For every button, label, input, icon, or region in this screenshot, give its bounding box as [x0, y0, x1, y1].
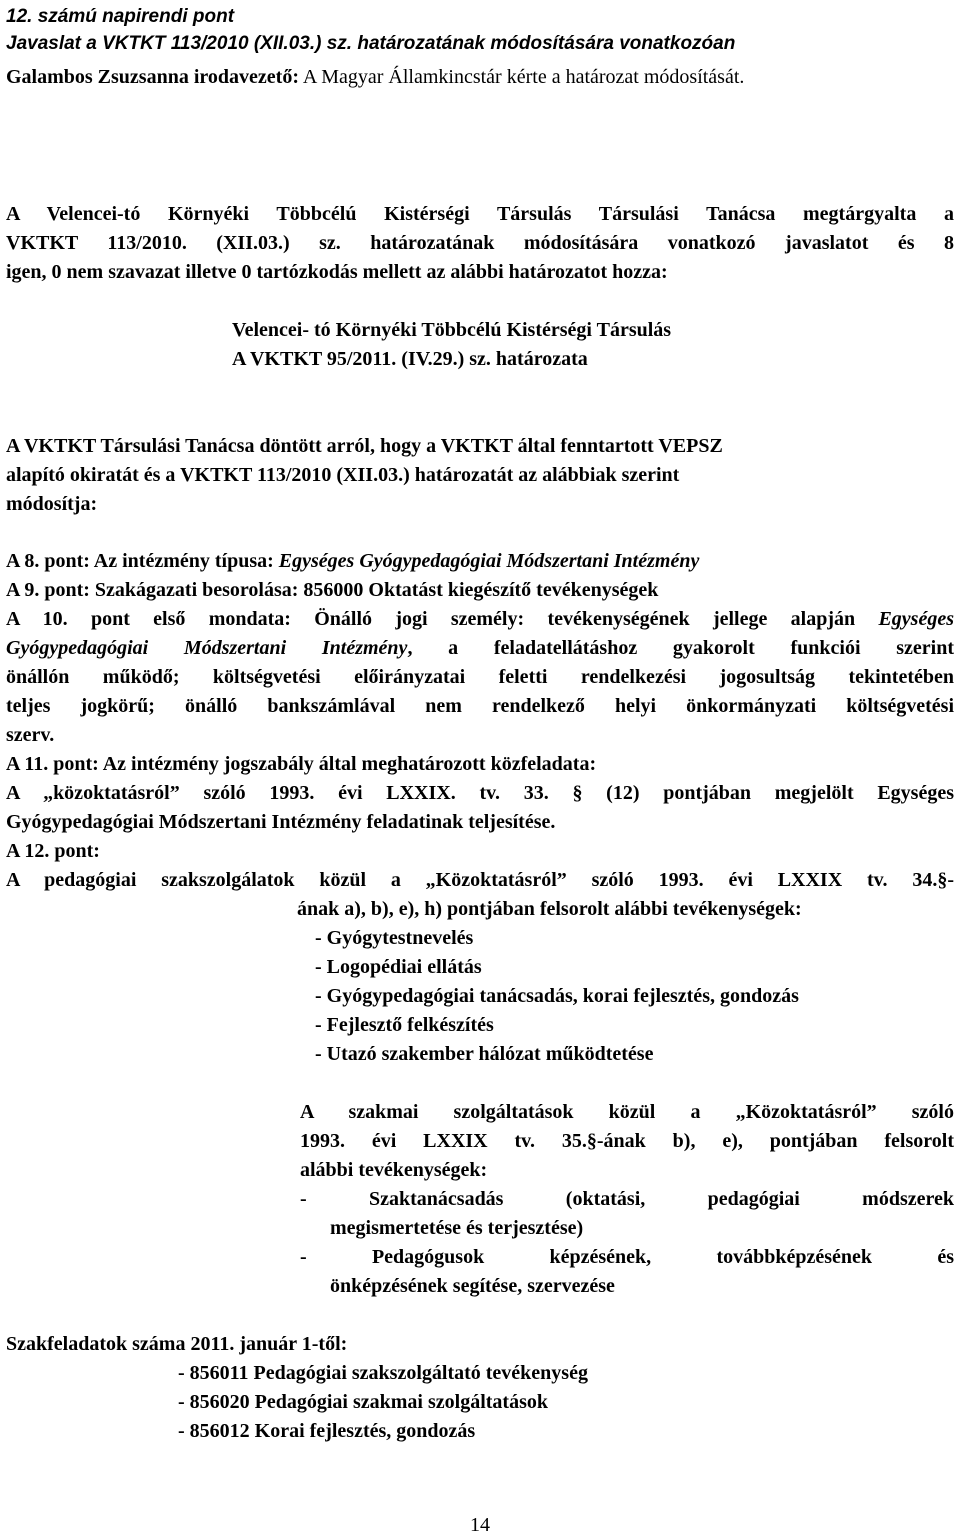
activity-item: - Fejlesztő felkészítés: [315, 1014, 494, 1036]
speaker-name: Galambos Zsuzsanna irodavezető:: [6, 66, 299, 88]
point-10-line-3: önállón működő; költségvetési előirányzatai feletti rendelkezési jogosultság tekintetében: [6, 666, 954, 688]
task-item: - 856012 Korai fejlesztés, gondozás: [178, 1420, 476, 1442]
point-8-value: Egységes Gyógypedagógiai Módszertani Intézmény: [278, 550, 700, 572]
intro-line-1: A Velencei-tó Környéki Többcélú Kistérségi Társulás Társulási Tanácsa megtárgyalta a: [6, 203, 954, 225]
point-10-line-4: teljes jogkörű; önálló bankszámlával nem rendelkező helyi önkormányzati költségvetési: [6, 695, 954, 717]
agenda-item-title: Javaslat a VKTKT 113/2010 (XII.03.) sz. határozatának módosítására vonatkozóan: [6, 33, 736, 54]
point-11-line-1: A 11. pont: Az intézmény jogszabály által meghatározott közfeladata:: [6, 753, 597, 775]
point-10-line-2: [6, 634, 954, 663]
page-number: 14: [470, 1514, 490, 1536]
activity-item: - Utazó szakember hálózat működtetése: [315, 1043, 654, 1065]
point-10-text-2: , a feladatellátáshoz gyakorolt funkciói szerint: [407, 637, 954, 659]
point-11-line-3: Gyógypedagógiai Módszertani Intézmény feladatinak teljesítése.: [6, 811, 556, 833]
decision-line-3: módosítja:: [6, 493, 98, 515]
task-item: - 856011 Pedagógiai szakszolgáltató tevékenység: [178, 1362, 588, 1384]
decision-line-1: A VKTKT Társulási Tanácsa döntött arról, hogy a VKTKT által fenntartott VEPSZ: [6, 435, 723, 457]
service-item-2-line-2: önképzésének segítése, szervezése: [330, 1275, 615, 1297]
point-8: [6, 547, 699, 576]
resolution-body-name: Velencei- tó Környéki Többcélú Kistérségi Társulás: [232, 319, 672, 341]
point-10-line-5: szerv.: [6, 724, 55, 746]
point-11-line-2: A „közoktatásról” szóló 1993. évi LXXIX. tv. 33. § (12) pontjában megjelölt Egységes: [6, 782, 954, 804]
point-8-label: A 8. pont: Az intézmény típusa:: [6, 550, 279, 572]
service-item-2-line-1: - Pedagógusok képzésének, továbbképzésének és: [300, 1246, 954, 1268]
point-9: A 9. pont: Szakágazati besorolása: 856000 Oktatást kiegészítő tevékenységek: [6, 579, 659, 601]
services-line-2: 1993. évi LXXIX tv. 35.§-ának b), e), pontjában felsorolt: [300, 1130, 954, 1152]
task-item: - 856020 Pedagógiai szakmai szolgáltatások: [178, 1391, 548, 1413]
point-10-label: A 10. pont első mondata: Önálló jogi személy: tevékenységének jellege alapján: [6, 608, 879, 630]
intro-line-2: VKTKT 113/2010. (XII.03.) sz. határozatának módosítására vonatkozó javaslatot és 8: [6, 232, 954, 254]
activity-item: - Logopédiai ellátás: [315, 956, 482, 978]
tasks-title: Szakfeladatok száma 2011. január 1-től:: [6, 1333, 348, 1355]
service-item-1-line-1: - Szaktanácsadás (oktatási, pedagógiai módszerek: [300, 1188, 954, 1210]
point-12-line-3: ának a), b), e), h) pontjában felsorolt alábbi tevékenységek:: [297, 898, 802, 920]
speaker-text: A Magyar Államkincstár kérte a határozat módosítását.: [298, 66, 745, 88]
services-line-3: alábbi tevékenységek:: [300, 1159, 488, 1181]
decision-line-2: alapító okiratát és a VKTKT 113/2010 (XII.03.) határozatát az alábbiak szerint: [6, 464, 680, 486]
service-item-1-line-2: megismertetése és terjesztése): [330, 1217, 584, 1239]
resolution-number: A VKTKT 95/2011. (IV.29.) sz. határozata: [232, 348, 588, 370]
point-10-italic-2: Gyógypedagógiai Módszertani Intézmény: [6, 637, 408, 659]
point-10-italic-1: Egységes: [878, 608, 954, 630]
speaker-statement: [6, 63, 744, 92]
point-10-line-1: [6, 605, 954, 634]
agenda-item-number: 12. számú napirendi pont: [6, 6, 235, 27]
services-line-1: A szakmai szolgáltatások közül a „Közoktatásról” szóló: [300, 1101, 954, 1123]
point-12-line-1: A 12. pont:: [6, 840, 100, 862]
activity-item: - Gyógypedagógiai tanácsadás, korai fejlesztés, gondozás: [315, 985, 799, 1007]
point-12-line-2: A pedagógiai szakszolgálatok közül a „Közoktatásról” szóló 1993. évi LXXIX tv. 34.§-: [6, 869, 954, 891]
intro-line-3: igen, 0 nem szavazat illetve 0 tartózkodás mellett az alábbi határozatot hozza:: [6, 261, 668, 283]
activity-item: - Gyógytestnevelés: [315, 927, 474, 949]
